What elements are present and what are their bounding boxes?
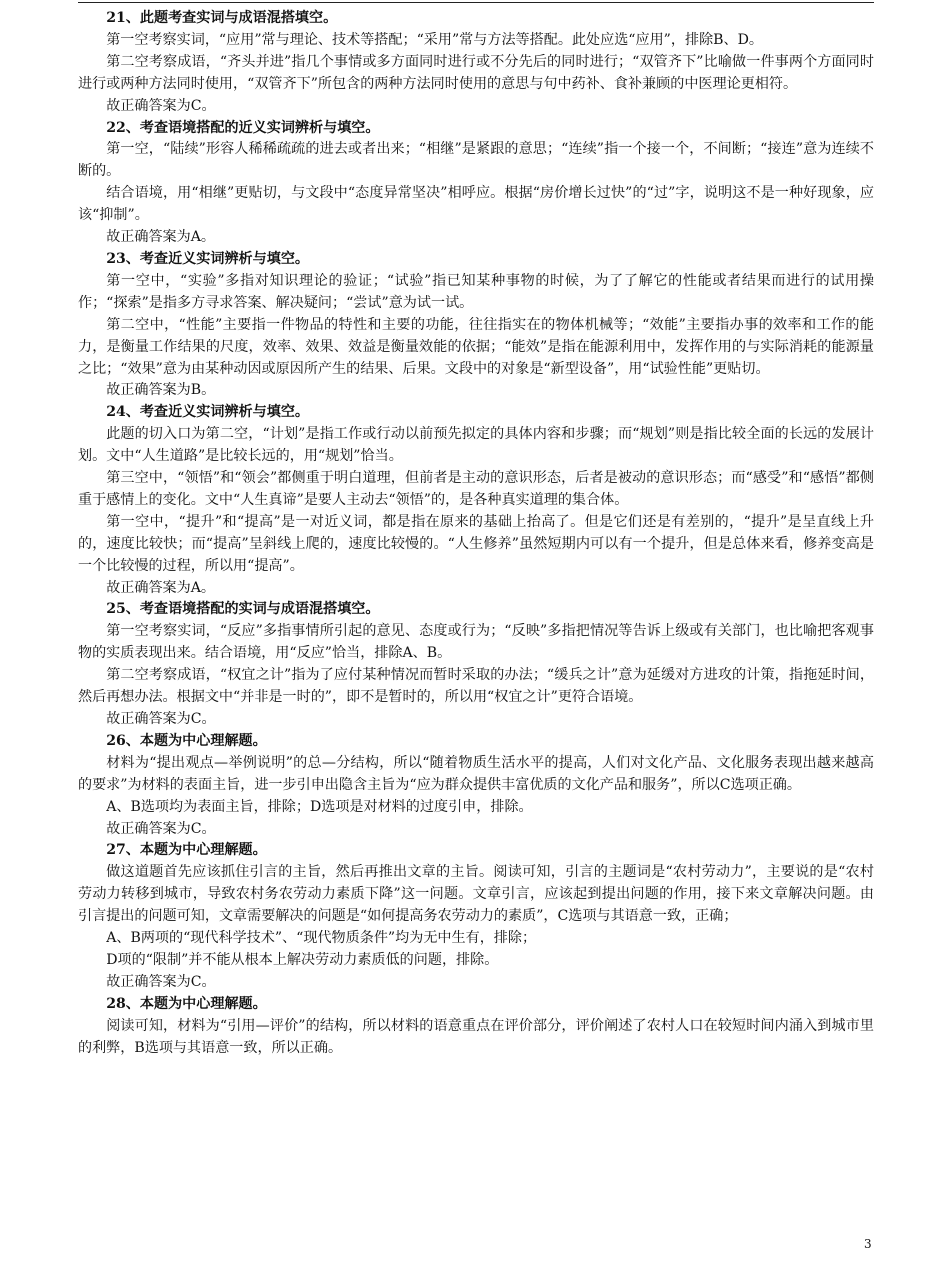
explanation-paragraph: 故正确答案为B。 <box>106 382 216 399</box>
explanation-paragraph: 第一空中，“提升”和“提高”是一对近义词，都是指在原来的基础上抬高了。但是它们还是有差别的，“提升”是呈直线上升的，速度比较快；而“提高”呈斜线上爬的，速度比较慢的。“人生修养”虽然短期内可以有一个提升，但是总体来看，修养变高是一个比较慢的过程，所以用“提高”。 <box>78 513 874 574</box>
explanation-paragraph: 此题的切入口为第二空，“计划”是指工作或行动以前预先拟定的具体内容和步骤；而“规划”则是指比较全面的长远的发展计划。文中“人生道路”是比较长远的，用“规划”恰当。 <box>78 426 874 465</box>
explanation-paragraph: 结合语境，用“相继”更贴切，与文段中“态度异常坚决”相呼应。根据“房价增长过快”的“过”字，说明这不是一种好现象，应该“抑制”。 <box>78 185 874 224</box>
page-number: 3 <box>864 1237 872 1251</box>
explanation-paragraph: 第一空中，“实验”多指对知识理论的验证；“试验”指已知某种事物的时候，为了了解它的性能或者结果而进行的试用操作；“探索”是指多方寻求答案、解决疑问；“尝试”意为试一试。 <box>78 272 874 311</box>
question-heading: 27、本题为中心理解题。 <box>106 842 267 859</box>
question-heading: 24、考查近义实词辨析与填空。 <box>106 404 310 421</box>
explanation-paragraph: 第一空考察实词，“反应”多指事情所引起的意见、态度或行为；“反映”多指把情况等告诉上级或有关部门，也比喻把客观事物的实质表现出来。结合语境，用“反应”恰当，排除A、B。 <box>78 623 874 662</box>
header-rule <box>78 2 874 3</box>
explanation-paragraph: 阅读可知，材料为“引用—评价”的结构，所以材料的语意重点在评价部分，评价阐述了农村人口在较短时间内涌入到城市里的利弊，B选项与其语意一致，所以正确。 <box>78 1017 874 1056</box>
explanation-paragraph: 材料为“提出观点—举例说明”的总—分结构，所以“随着物质生活水平的提高，人们对文化产品、文化服务表现出越来越高的要求”为材料的表面主旨，进一步引申出隐含主旨为“应为群众提供丰富优质的文化产品和服务”，所以C选项正确。 <box>78 754 874 793</box>
explanation-paragraph: 故正确答案为C。 <box>106 820 216 837</box>
question-heading: 23、考查近义实词辨析与填空。 <box>106 250 310 267</box>
explanation-paragraph: A、B两项的“现代科学技术”、“现代物质条件”均为无中生有，排除； <box>106 930 537 947</box>
explanation-paragraph: 第二空考察成语，“齐头并进”指几个事情或多方面同时进行或不分先后的同时进行；“双管齐下”比喻做一件事两个方面同时进行或两种方法同时使用，“双管齐下”所包含的两种方法同时使用的意思与句中药补、食补兼顾的中医理论更相符。 <box>78 53 874 92</box>
explanation-paragraph: 故正确答案为C。 <box>106 973 216 990</box>
explanation-paragraph: A、B选项均为表面主旨，排除；D选项是对材料的过度引申，排除。 <box>106 798 533 815</box>
explanation-paragraph: 故正确答案为C。 <box>106 97 216 114</box>
explanation-paragraph: 故正确答案为C。 <box>106 711 216 727</box>
answer-explanations <box>78 8 874 1060</box>
question-heading: 21、此题考查实词与成语混搭填空。 <box>106 10 338 26</box>
question-heading: 22、考查语境搭配的近义实词辨析与填空。 <box>106 119 380 136</box>
explanation-paragraph: 故正确答案为A。 <box>106 579 216 596</box>
question-heading: 28、本题为中心理解题。 <box>106 995 267 1012</box>
explanation-paragraph: 第一空考察实词，“应用”常与理论、技术等搭配；“采用”常与方法等搭配。此处应选“应用”，排除B、D。 <box>106 31 764 48</box>
explanation-paragraph: 故正确答案为A。 <box>106 229 216 246</box>
explanation-paragraph: 做这道题首先应该抓住引言的主旨，然后再推出文章的主旨。阅读可知，引言的主题词是“农村劳动力”，主要说的是“农村劳动力转移到城市，导致农村务农劳动力素质下降”这一问题。文章引言，应该起到提出问题的作用，接下来文章解决问题。由引言提出的问题可知，文章需要解决的问题是“如何提高务农劳动力的素质”，C选项与其语意一致，正确； <box>78 864 874 925</box>
explanation-paragraph: 第三空中，“领悟”和“领会”都侧重于明白道理，但前者是主动的意识形态，后者是被动的意识形态；而“感受”和“感悟”都侧重于感情上的变化。文中“人生真谛”是要人主动去“领悟”的，是各种真实道理的集合体。 <box>78 470 874 508</box>
explanation-paragraph: 第一空，“陆续”形容人稀稀疏疏的进去或者出来；“相继”是紧跟的意思；“连续”指一个接一个，不间断；“接连”意为连续不断的。 <box>78 141 874 180</box>
question-heading: 26、本题为中心理解题。 <box>106 732 267 749</box>
question-heading: 25、考查语境搭配的实词与成语混搭填空。 <box>106 601 380 618</box>
explanation-paragraph: 第二空考察成语，“权宜之计”指为了应付某种情况而暂时采取的办法；“缓兵之计”意为延缓对方进攻的计策，指拖延时间，然后再想办法。根据文中“并非是一时的”，即不是暂时的，所以用“权宜之计”更符合语境。 <box>78 667 874 706</box>
explanation-paragraph: D项的“限制”并不能从根本上解决劳动力素质低的问题，排除。 <box>106 951 499 968</box>
explanation-paragraph: 第二空中，“性能”主要指一件物品的特性和主要的功能，往往指实在的物体机械等；“效能”主要指办事的效率和工作的能力，是衡量工作结果的尺度，效率、效果、效益是衡量效能的依据；“能效”是指在能源利用中，发挥作用的与实际消耗的能源量之比；“效果”意为由某种动因或原因所产生的结果、后果。文段中的对象是“新型设备”，用“试验性能”更贴切。 <box>78 316 874 377</box>
